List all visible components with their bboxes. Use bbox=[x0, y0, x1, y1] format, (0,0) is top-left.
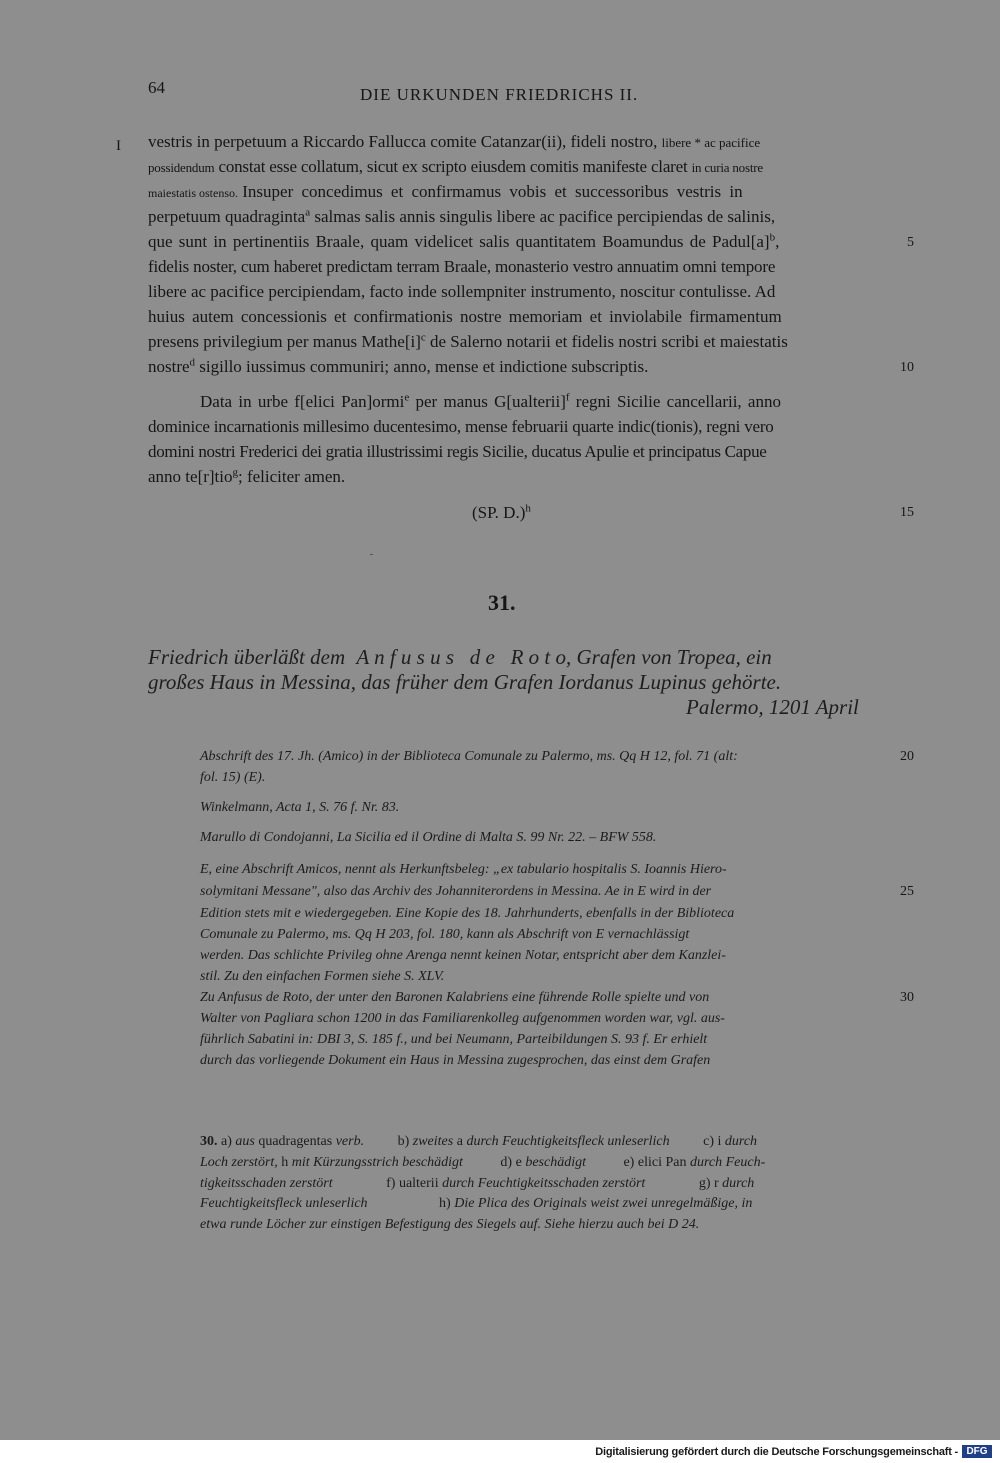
footnote-text: e bbox=[515, 1155, 522, 1170]
note-line: Marullo di Condojanni, La Sicilia ed il Ordine di Malta S. 99 Nr. 22. – BFW 558. bbox=[200, 830, 657, 845]
footnote-label: f) bbox=[386, 1176, 396, 1191]
funding-notice: Digitalisierung gefördert durch die Deutsche Forschungsgemeinschaft - bbox=[595, 1446, 958, 1458]
footnote-text: durch bbox=[722, 1176, 755, 1191]
dating-line-4 bbox=[148, 467, 345, 487]
note-line: stil. Zu den einfachen Formen siehe S. XLV. bbox=[200, 969, 445, 984]
note-line: fol. 15) (E). bbox=[200, 770, 266, 785]
body-text: constat esse collatum, sicut ex scripto eiusdem comitis manifeste claret bbox=[218, 157, 688, 176]
body-text: presens privilegium per manus Mathe[i] bbox=[148, 332, 421, 351]
document-number: 31. bbox=[488, 590, 516, 615]
body-line-4 bbox=[148, 207, 775, 227]
footnote-marker: d bbox=[189, 356, 196, 369]
body-text-small: maiestatis ostenso. bbox=[148, 186, 238, 200]
body-text: perpetuum quadraginta bbox=[148, 207, 306, 226]
footnote-marker: f bbox=[565, 391, 570, 404]
regest-place-date: Palermo, 1201 April bbox=[686, 695, 859, 719]
footnote-marker: c bbox=[420, 331, 426, 344]
footnote-marker: b bbox=[769, 231, 776, 244]
dating-line-1 bbox=[200, 392, 781, 412]
note-line: Abschrift des 17. Jh. (Amico) in der Biblioteca Comunale zu Palermo, ms. Qq H 12, fol. 71 (alt: bbox=[200, 749, 738, 764]
footnote-text: durch bbox=[724, 1134, 758, 1149]
body-text: nostre bbox=[148, 357, 190, 376]
footnote-label: h) bbox=[439, 1196, 451, 1211]
note-line: Edition stets mit e wiedergegeben. Eine Kopie des 18. Jahrhunderts, ebenfalls in der Biblioteca bbox=[200, 906, 735, 921]
note-line: Winkelmann, Acta 1, S. 76 f. Nr. 83. bbox=[200, 800, 400, 815]
body-line-8: huius autem concessionis et confirmationis nostre memoriam et inviolabile firmamentum bbox=[148, 307, 782, 326]
footnote-line-5 bbox=[200, 1217, 699, 1233]
footnote-text: etwa runde Löcher zur einstigen Befestigung des Siegels auf. Siehe hierzu auch bei D 24. bbox=[200, 1217, 700, 1232]
seal-mark bbox=[472, 503, 531, 523]
body-text: , bbox=[775, 232, 780, 251]
body-text: per manus G[ualterii] bbox=[415, 392, 566, 411]
regest-line-2: großes Haus in Messina, das früher dem Grafen Iordanus Lupinus gehörte. bbox=[148, 670, 782, 694]
footnote-marker: a bbox=[305, 206, 311, 219]
body-text: que sunt in pertinentiis Braale, quam videlicet salis quantitatem Boamundus de Padul[a] bbox=[148, 232, 770, 251]
body-line-7: libere ac pacifice percipiendam, facto inde sollempniter instrumento, noscitur contulisse. Ad bbox=[148, 282, 776, 301]
body-text: (SP. D.) bbox=[472, 503, 526, 522]
regest-text: , Grafen von Tropea, ein bbox=[566, 645, 772, 669]
footnote-label: d) bbox=[500, 1155, 513, 1170]
note-line: werden. Das schlichte Privileg ohne Arenga nennt keinen Notar, entspricht aber dem Kanzlei- bbox=[200, 948, 726, 963]
body-line-9 bbox=[148, 332, 788, 352]
footnote-text: Loch zerstört, bbox=[200, 1155, 278, 1170]
body-line-3 bbox=[148, 182, 743, 202]
footnote-line-4 bbox=[200, 1196, 752, 1212]
footnote-text: tigkeitsschaden zerstört bbox=[200, 1176, 333, 1191]
note-line: E, eine Abschrift Amicos, nennt als Herkunftsbeleg: „ex tabulario hospitalis S. Ioannis Hiero- bbox=[200, 862, 727, 877]
note-line: Walter von Pagliara schon 1200 in das Familiarenkolleg aufgenommen worden war, vgl. aus- bbox=[200, 1011, 725, 1026]
body-text: salmas salis annis singulis libere ac pacifice percipiendas de salinis, bbox=[314, 207, 776, 226]
line-number: 20 bbox=[900, 749, 914, 764]
body-text: vestris in perpetuum a Riccardo Fallucca comite Catanzar(ii), fideli nostro, bbox=[148, 132, 658, 151]
footnote-line-2 bbox=[200, 1155, 765, 1171]
footnote-text: h bbox=[281, 1155, 289, 1170]
dating-line-3: domini nostri Frederici dei gratia illustrissimi regis Sicilie, ducatus Apulie et principatus Capue bbox=[148, 442, 767, 461]
body-text: de Salerno notarii et fidelis nostri scribi et maiestatis bbox=[430, 332, 788, 351]
dating-line-2: dominice incarnationis millesimo ducentesimo, mense februarii quarte indic(tionis), regni vero bbox=[148, 417, 774, 436]
line-number: 25 bbox=[900, 884, 914, 899]
regest-line-1 bbox=[148, 645, 772, 670]
note-line: Zu Anfusus de Roto, der unter den Baronen Kalabriens eine führende Rolle spielte und von bbox=[200, 990, 710, 1005]
footnote-text: Feuchtigkeitsfleck unleserlich bbox=[200, 1196, 368, 1211]
line-number: 15 bbox=[900, 505, 914, 520]
line-number: 10 bbox=[900, 360, 914, 375]
footnote-text: verb. bbox=[335, 1134, 365, 1149]
line-number: 30 bbox=[900, 990, 914, 1005]
body-line-2 bbox=[148, 157, 763, 177]
footnote-text: zweites bbox=[412, 1134, 454, 1149]
footnote-text: i bbox=[717, 1134, 722, 1149]
body-text: ; feliciter amen. bbox=[238, 467, 346, 486]
footnote-text: Die Plica des Originals weist zwei unregelmäßige, in bbox=[454, 1196, 753, 1211]
footnote-marker: e bbox=[404, 391, 410, 404]
regest-text: Friedrich überläßt dem bbox=[148, 645, 346, 669]
margin-marker: I bbox=[116, 138, 121, 154]
body-line-1 bbox=[148, 132, 760, 152]
footnote-label: b) bbox=[397, 1134, 410, 1149]
dfg-logo: DFG bbox=[962, 1445, 992, 1458]
footnote-label: g) bbox=[698, 1176, 711, 1191]
body-line-10 bbox=[148, 357, 648, 377]
footnote-number: 30. bbox=[200, 1134, 218, 1149]
footnote-text: durch Feuch- bbox=[689, 1155, 766, 1170]
body-line-6: fidelis noster, cum haberet predictam terram Braale, monasterio vestro annuatim omni tempore bbox=[148, 257, 776, 276]
footnote-text: r bbox=[713, 1176, 719, 1191]
footnote-text: quadragentas bbox=[258, 1134, 333, 1149]
footnote-line-1 bbox=[200, 1134, 757, 1150]
page-number: 64 bbox=[148, 78, 165, 97]
regest-name: A n f u s u s d e R o t o bbox=[356, 645, 567, 669]
body-text: anno te[r]tio bbox=[148, 467, 233, 486]
body-text: Data in urbe f[elici Pan]ormi bbox=[200, 392, 405, 411]
body-text-small: in curia nostre bbox=[691, 160, 763, 175]
body-text-small: possidendum bbox=[148, 160, 215, 175]
footnote-marker: h bbox=[525, 502, 531, 515]
note-line: führlich Sabatini in: DBI 3, S. 185 f., und bei Neumann, Parteibildungen S. 93 f. Er erhielt bbox=[200, 1032, 708, 1047]
body-text: Insuper concedimus et confirmamus vobis et successoribus vestris in bbox=[242, 182, 743, 201]
body-line-5 bbox=[148, 232, 779, 252]
footnote-marker: g bbox=[232, 466, 238, 479]
line-number: 5 bbox=[907, 235, 914, 250]
body-text: regni Sicilie cancellarii, anno bbox=[575, 392, 781, 411]
footnote-text: durch Feuchtigkeitsschaden zerstört bbox=[442, 1176, 646, 1191]
body-text-small: libere * ac pacifice bbox=[661, 135, 761, 150]
note-line: solymitani Messane", also das Archiv des Johanniterordens in Messina. Ae in E wird in der bbox=[200, 884, 712, 899]
running-title: DIE URKUNDEN FRIEDRICHS II. bbox=[360, 85, 639, 104]
divider bbox=[370, 554, 373, 555]
footnote-text: elici Pan bbox=[637, 1155, 687, 1170]
note-line: durch das vorliegende Dokument ein Haus in Messina zugesprochen, das einst dem Grafen bbox=[200, 1053, 711, 1068]
footnote-text: ualterii bbox=[398, 1176, 439, 1191]
footnote-label: c) bbox=[703, 1134, 715, 1149]
footnote-text: durch Feuchtigkeitsfleck unleserlich bbox=[466, 1134, 670, 1149]
footnote-text: aus bbox=[235, 1134, 255, 1149]
footnote-text: beschädigt bbox=[525, 1155, 586, 1170]
footnote-text: a bbox=[456, 1134, 463, 1149]
note-line: Comunale zu Palermo, ms. Qq H 203, fol. 180, kann als Abschrift von E vernachlässigt bbox=[200, 927, 690, 942]
body-text: sigillo iussimus communiri; anno, mense et indictione subscriptis. bbox=[199, 357, 649, 376]
footnote-label: e) bbox=[623, 1155, 635, 1170]
footnote-line-3 bbox=[200, 1176, 754, 1192]
footnote-label: a) bbox=[221, 1134, 232, 1149]
footnote-text: mit Kürzungsstrich beschädigt bbox=[291, 1155, 463, 1170]
